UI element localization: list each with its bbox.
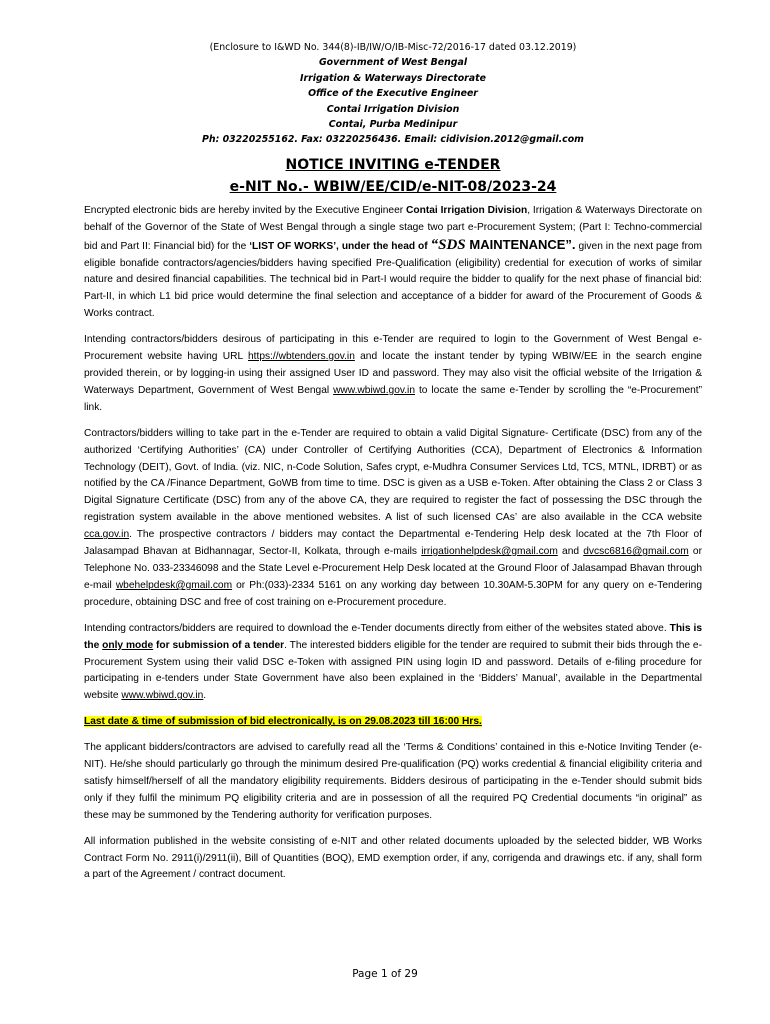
deadline-highlight: Last date & time of submission of bid electronically, is on 29.08.2023 till 16:00 Hrs. (84, 716, 482, 728)
text: , Irrigation & Waterways Directorate on behalf of the Governor of the State of West Bengal through a single stage two part e-Procurement System; (Part I: Techno-commercial bid and Part II: Financial bid) for the (84, 204, 702, 252)
letterhead-division: Contai Irrigation Division (326, 103, 460, 115)
enclosure-reference: (Enclosure to I&WD No. 344(8)-IB/IW/O/IB-Misc-72/2016-17 dated 03.12.2019) (209, 42, 577, 53)
paragraph-download (84, 621, 702, 706)
letterhead-office: Office of the Executive Engineer (308, 88, 478, 100)
notice-title: NOTICE INVITING e-TENDER (285, 156, 501, 173)
text: Contractors/bidders willing to take part in the e-Tender are required to obtain a valid Digital Signature- Certificate (DSC) from any of the authorized ‘Certifying Authorities’ (CA) under Controller of Certifying Authorities (CCA), Department of Electronics & Information Technology (DEIT), Govt. of India. (viz. NIC, n-Code Solution, Safes crypt, e-Mudhra Consumer Services Ltd, TCS, MTNL, IDRBT) or as notified by the CA /Finance Department, GoWB from time to time. DSC is given as a USB e-Token. After obtaining the Class 2 or Class 3 Digital Signature Certificate (DSC) from any of the above CA, they are required to register the fact of possessing the DSC through the registration system available in the above mentioned websites. A list of such licensed CAs’ are also available in the CCA website (84, 427, 702, 524)
text: Intending contractors/bidders desirous of participating in this e-Tender are required to login to the Government of West Bengal e-Procurement website having URL (84, 334, 702, 363)
dvcsc-email-link[interactable]: dvcsc6816@gmail.com (583, 546, 689, 558)
paragraph-agreement: All information published in the website consisting of e-NIT and other related documents uploaded by the selected bidder, WB Works Contract Form No. 2911(i)/2911(ii), Bill of Quantities (BOQ), EMD exemption order, if any, corrigenda and drawings etc. if any, shall form a part of the Agreement / contract document. (84, 835, 702, 881)
text: or Ph:(033)-2334 5161 on any working day between 10.30AM-5.30PM for any query on e-Tendering procedure, obtaining DSC and free of cost training on e-Procurement procedure. (84, 579, 702, 608)
wbiwd-link[interactable]: www.wbiwd.gov.in (333, 384, 415, 396)
helpdesk-email-link[interactable]: irrigationhelpdesk@gmail.com (421, 546, 558, 558)
cca-link[interactable]: cca.gov.in (84, 529, 130, 541)
wbtenders-link[interactable]: https://wbtenders.gov.in (248, 351, 355, 363)
letterhead-government: Government of West Bengal (318, 57, 468, 69)
list-of-works: ‘LIST OF WORKS’, under the head of (249, 240, 431, 252)
work-head-maintenance: MAINTENANCE”. (465, 236, 576, 252)
paragraph-dsc (84, 426, 702, 612)
paragraph-terms: The applicant bidders/contractors are advised to carefully read all the ‘Terms & Conditions’ contained in this e-Notice Inviting Tender (e-NIT). He/she should particularly go through the minimum desired Pre-qualification (PQ) works credential & financial eligibility criteria and satisfy himself/herself of all the mandatory eligibility requirements. Bidders desirous of participating in the e-Tender should submit bids only if they fulfil the minimum PQ eligibility criteria and are in possession of all the required PQ Credential documents “in original” as these may be summoned by the Tendering authority for verification purposes. (84, 742, 702, 821)
text: or Telephone No. 033-23346098 and the State Level e-Procurement Help Desk located at the Ground Floor of Jalasampad Bhavan through e-mail (84, 546, 702, 591)
text: . The prospective contractors / bidders may contact the Departmental e-Tendering Help desk located at the 7th Floor of Jalasampad Bhavan at Bidhannagar, Sector-II, Kolkata, through e-mails (84, 529, 702, 558)
text: . (203, 690, 207, 702)
text: Encrypted electronic bids are hereby invited by the Executive Engineer (84, 204, 407, 216)
text: . The interested bidders eligible for the tender are required to submit their bids through the e-Procurement System using their valid DSC e-Token with assigned PIN using login ID and password. Details of e-filing procedure for participating in e-tenders under State Government have also been explained in the ‘Bidders’ Manual’, available in the Departmental website (84, 639, 702, 702)
text: to locate the same e-Tender by scrolling the “e-Procurement” link. (84, 384, 702, 413)
wbiwd-link-2[interactable]: www.wbiwd.gov.in (121, 690, 204, 702)
text: and (557, 546, 584, 558)
emphasis: for submission of a tender (153, 639, 285, 651)
emphasis: This is the (84, 622, 702, 651)
text: and locate the instant tender by typing WBIW/EE in the search engine provided therein, or by logging-in using their assigned User ID and password. They may also visit the official website of the Irrigation & Waterways Department, Government of West Bengal (84, 351, 702, 396)
deadline-line (84, 714, 702, 731)
division-name: Contai Irrigation Division (406, 204, 528, 216)
paragraph-intro (84, 203, 702, 323)
letterhead-contact: Ph: 03220255162. Fax: 03220256436. Email: cidivision.2012@gmail.com (202, 134, 584, 146)
work-head-sds: “SDS (430, 236, 466, 253)
wbehelpdesk-email-link[interactable]: wbehelpdesk@gmail.com (115, 579, 233, 591)
text: given in the next page from eligible bonafide contractors/agencies/bidders having specified Pre-Qualification (eligibility) credential for execution of works of similar nature and desired financial capabilities. The technical bid in Part-I would require the bidder to qualify for the next phase of financial bid: Part-II, in which L1 bid price would determine the final selection and acceptance of a bidder for award of the Procurement of Goods & Works contract. (84, 240, 703, 320)
letterhead-location: Contai, Purba Medinipur (328, 119, 458, 131)
page-number: Page 1 of 29 (352, 968, 418, 980)
letterhead-directorate: Irrigation & Waterways Directorate (300, 72, 486, 84)
paragraph-login (84, 332, 702, 417)
only-mode: only mode (102, 639, 154, 651)
letterhead (84, 0, 702, 148)
nit-number: e-NIT No.- WBIW/EE/CID/e-NIT-08/2023-24 (229, 178, 557, 195)
text: Intending contractors/bidders are required to download the e-Tender documents directly from either of the websites stated above. (84, 622, 670, 634)
